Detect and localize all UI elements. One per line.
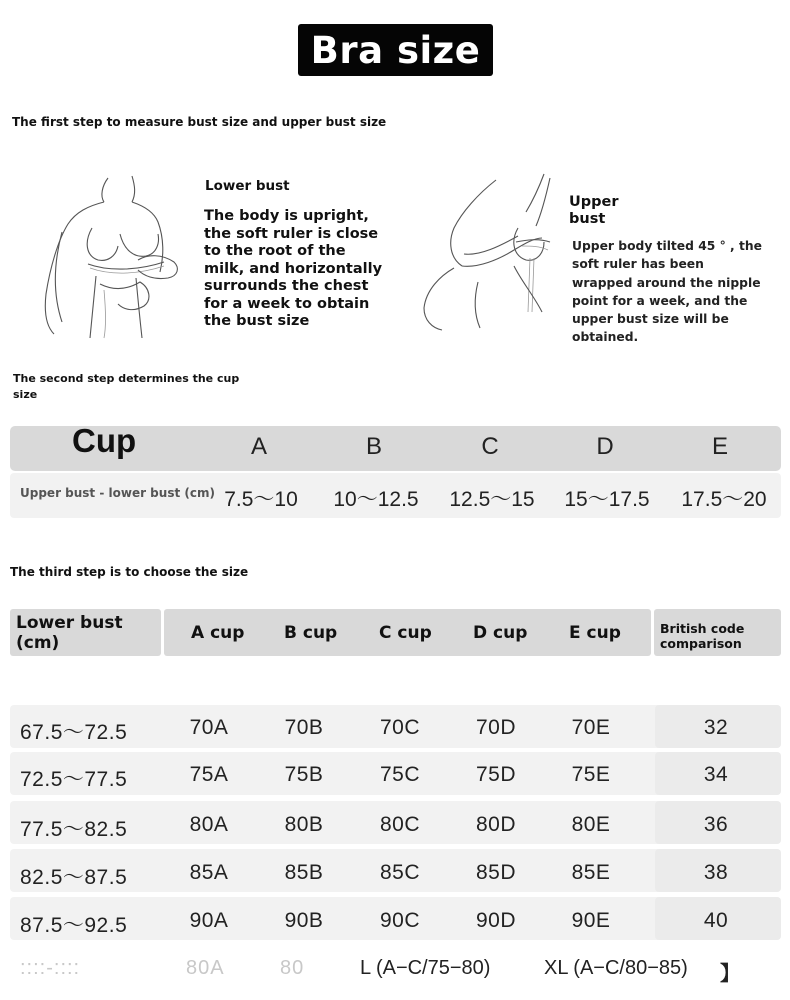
row1-size-b: 70B [284,716,324,739]
row4-range: 82.5～87.5 [20,866,128,889]
row2-uk: 34 [703,763,729,786]
row3-size-d: 80D [475,813,517,836]
footer-bracket: 】 [720,963,740,985]
row2-size-c: 75C [379,763,421,786]
cup-range-e: 17.5～20 [681,488,767,511]
header-lower-bust [10,609,161,656]
cup-label: Cup [72,422,137,459]
row4-size-b: 85B [284,861,324,884]
cup-letter-c: C [481,433,499,460]
row5-size-c: 90C [379,909,421,932]
header-a-cup: A cup [191,622,245,643]
cup-letter-d: D [596,433,614,460]
cup-row-label: Upper bust - lower bust (cm) [20,486,215,500]
cup-letter-a: A [250,433,267,460]
footer-faded-range: ::::-:::: [20,957,81,979]
cup-letter-e: E [711,433,728,460]
row4-uk: 38 [703,861,729,884]
header-lower-bust-text: Lower bust (cm) [16,612,123,653]
row3-size-c: 80C [379,813,421,836]
row1-uk: 32 [703,716,729,739]
row5-size-a: 90A [189,909,229,932]
row1-range: 67.5～72.5 [20,721,128,744]
row3-size-a: 80A [189,813,229,836]
row4-size-a: 85A [189,861,229,884]
step3-heading: The third step is to choose the size [10,565,249,579]
row1-size-d: 70D [475,716,517,739]
cup-letter-b: B [365,433,382,460]
lower-bust-title: Lower bust [205,178,290,194]
row2-size-e: 75E [571,763,611,786]
lower-bust-description: The body is upright, the soft ruler is close to the root of the milk, and horizontally surrounds the chest for a week to obtain the bust size [204,208,383,329]
header-c-cup: C cup [379,622,432,643]
row5-size-d: 90D [475,909,517,932]
row4-size-c: 85C [379,861,421,884]
row5-range: 87.5～92.5 [20,914,128,937]
footer-size-l: L (A−C/75−80) [360,957,491,979]
cup-range-b: 10～12.5 [333,488,419,511]
row3-uk: 36 [703,813,729,836]
row2-range: 72.5～77.5 [20,768,128,791]
header-d-cup: D cup [473,622,528,643]
lower-bust-illustration [40,172,195,340]
step1-heading: The first step to measure bust size and upper bust size [12,115,387,129]
row5-size-e: 90E [571,909,611,932]
row2-size-b: 75B [284,763,324,786]
row3-size-b: 80B [284,813,324,836]
cup-range-d: 15～17.5 [564,488,650,511]
header-b-cup: B cup [284,622,338,643]
cup-range-c: 12.5～15 [449,488,535,511]
upper-bust-illustration [418,172,558,332]
header-british-text: British code comparison [660,621,745,651]
cup-range-a: 7.5～10 [224,488,298,511]
header-british [654,609,781,656]
step2-heading: The second step determines the cup size [13,372,240,401]
row5-uk: 40 [703,909,729,932]
row4-size-d: 85D [475,861,517,884]
footer-size-xl: XL (A−C/80−85) [544,957,688,979]
header-e-cup: E cup [569,622,621,643]
row2-size-a: 75A [189,763,229,786]
row4-size-e: 85E [571,861,611,884]
upper-bust-title: Upper bust [569,194,619,227]
title-banner [298,24,493,76]
footer-faded-size: 80A [186,957,225,979]
row3-range: 77.5～82.5 [20,818,128,841]
row2-size-d: 75D [475,763,517,786]
footer-faded-size-2: 80 [280,957,305,979]
row5-size-b: 90B [284,909,324,932]
page-title: Bra size [310,28,481,72]
row3-size-e: 80E [571,813,611,836]
upper-bust-description: Upper body tilted 45 ° , the soft ruler has been wrapped around the nipple point for a week, and the upper bust size will be obtained. [572,239,762,345]
row1-size-c: 70C [379,716,421,739]
row1-size-e: 70E [571,716,611,739]
row1-size-a: 70A [189,716,229,739]
